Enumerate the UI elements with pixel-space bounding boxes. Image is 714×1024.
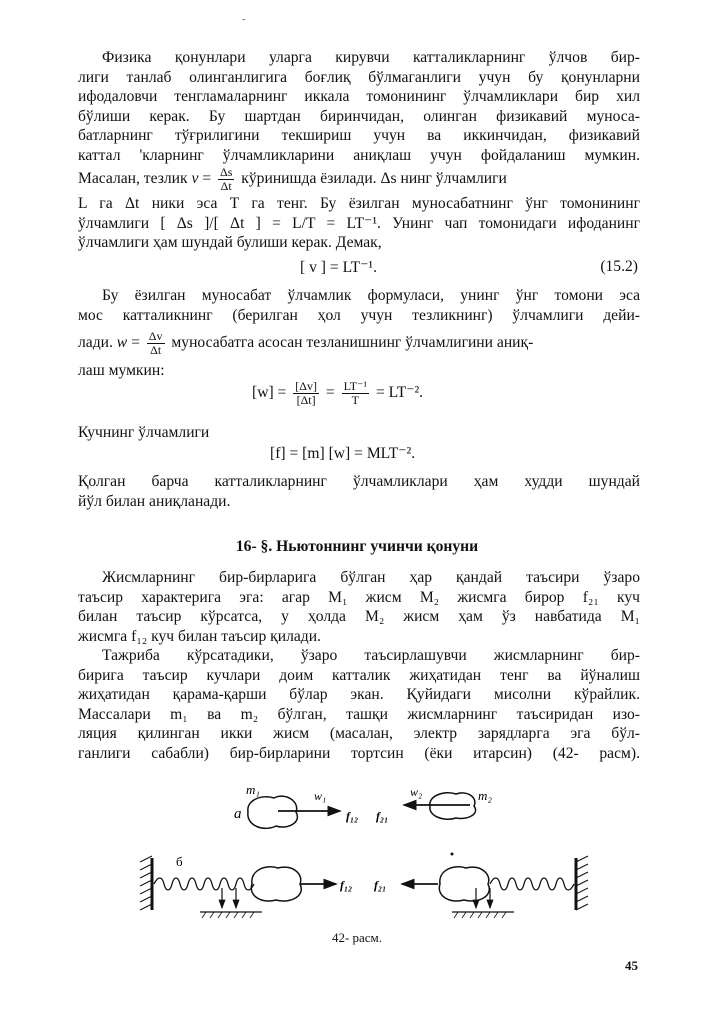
accel-text-after: муносабатга асосан тезланишнинг ўлчамлигини аниқ- [167, 334, 534, 352]
accel-text-before: лади. [78, 334, 117, 352]
text-line: ўлчамлиги [ Δs ]/[ Δt ] = L/T = LT⁻¹. Унинг чап томонидаги ифоданинг [78, 214, 640, 232]
accel-symbol: w [116, 334, 128, 352]
accel-equals: = [127, 334, 144, 352]
text-line: Қолган барча катталикларнинг ўлчамликлари ҳам худди шундай [78, 473, 640, 490]
page-number: 45 [625, 958, 638, 973]
speed-symbol: v [191, 170, 199, 188]
speed-denominator: Δt [220, 179, 232, 193]
figure-caption: 42- расм. [331, 930, 383, 945]
label-f12-a: f₁₂ [346, 809, 359, 823]
eqw-num-2: LT⁻¹ [343, 379, 368, 393]
text-line: каттал 'кларнинг ўлчамликларини аниқлаш учун фойдаланиш мумкин. [78, 146, 640, 164]
speed-text-after: кўринишда ёзилади. Δs нинг ўлчамлиги [237, 170, 507, 188]
text-line: ифодаловчи тенгламаларнинг иккала томонининг ўлчамликлари бир хил [78, 88, 640, 106]
speed-numerator: Δs [220, 165, 233, 179]
text-line: лиги танлаб олинганлигига боғлиқ бўлмаганлиги учун бу қонунларни [78, 68, 640, 86]
text-line: йўл билан аниқланади. [78, 492, 231, 510]
eqw-lhs: [w] = [252, 384, 291, 402]
accel-denominator: Δt [150, 343, 162, 357]
section-heading: 16- §. Ньютоннинг учинчи қонуни [235, 538, 479, 555]
figure-label-b: б [176, 854, 183, 869]
text-line: Бу ёзилган муносабат ўлчамлик формуласи, унинг ўнг томони эса [102, 287, 640, 304]
label-f21-a: f₂₁ [376, 809, 389, 823]
text-line: L га Δt ники эса T га тенг. Бу ёзилган муносабатнинг ўнг томонининг [78, 195, 640, 212]
text-line: бўлиши керак. Бу шартдан биринчидан, олинган физикавий муноса- [78, 107, 640, 125]
left-scale-hatch [202, 912, 254, 918]
right-scale-hatch [454, 912, 506, 918]
left-spring [154, 878, 254, 890]
text-line: мос катталикнинг (берилган ҳол учун тезликнинг) ўлчамлиги дейи- [78, 306, 640, 324]
label-f21-b: f₂₁ [374, 878, 387, 892]
force-dimension-equation: [f] = [m] [w] = MLT⁻². [270, 445, 416, 462]
equation-15-2: [ v ] = LT⁻¹. [300, 259, 377, 276]
speed-equals: = [198, 170, 216, 188]
label-m1: m₁ [246, 782, 260, 797]
eqw-den-2: T [351, 393, 359, 407]
right-wall-hatch [576, 856, 588, 910]
text-line: ганлиги сабабли) бир-бирларини тортсин (ёки итарсин) (42- расм). [78, 744, 640, 762]
accel-numerator: Δv [148, 329, 163, 343]
text-line: Физика қонунлари уларга кирувчи катталикларнинг ўлчов бир- [102, 49, 640, 66]
label-w2: w₂ [410, 785, 423, 799]
eqw-den-1: [Δt] [296, 393, 316, 407]
text-line: билан таъсир кўрсатса, у ҳолда M₂ жисм ҳам ўз навбатида M₁ [78, 608, 640, 626]
text-line: жисмга f₁₂ куч билан таъсир қилади. [78, 627, 321, 645]
body-m1-a [248, 796, 298, 828]
figure-label-a: a [234, 806, 242, 822]
left-wall-hatch [140, 856, 152, 910]
body-m1-b [251, 867, 301, 901]
text-line: таъсир характерига эга: агар M₁ жисм M₂ жисмга бирор f₂₁ куч [78, 588, 640, 606]
top-mark: - [242, 14, 246, 25]
text-line: ляция қилинган икки жисм (масалан, электр зарядларга эга бўл- [78, 725, 640, 743]
text-line: Жисмларнинг бир-бирларига бўлган ҳар қандай таъсири ўзаро [102, 569, 640, 586]
force-dimension-label: Кучнинг ўлчамлиги [78, 424, 210, 441]
eqw-num-1: [Δv] [295, 379, 317, 393]
label-m2: m₂ [478, 788, 492, 803]
ink-dot [451, 853, 454, 856]
eqw-rhs: = LT⁻². [372, 384, 424, 402]
speed-text-before: Масалан, тезлик [78, 170, 192, 188]
equation-number: (15.2) [600, 258, 638, 275]
text-line: ўлчамлиги ҳам шундай булиши керак. Демак, [78, 234, 382, 252]
label-f12-b: f₁₂ [340, 878, 353, 892]
body-m2-a [430, 793, 476, 820]
text-line: Массалари m₁ ва m₂ бўлган, ташқи жисмларнинг таъсиридан изо- [78, 705, 640, 723]
text-line: бирига таъсир кучлари доим катталик жиҳатидан тенг ва йўналиш [78, 666, 640, 684]
body-m2-b [439, 867, 489, 901]
paragraph-2-end: лаш мумкин: [78, 362, 165, 379]
text-line: батларнинг тўғрилигини текшириш учун ва иккинчидан, физикавий [78, 127, 640, 145]
text-line: Тажриба кўрсатадики, ўзаро таъсирлашувчи жисмларнинг бир- [102, 647, 640, 664]
label-w1: w₁ [314, 789, 327, 803]
right-spring [490, 878, 574, 890]
eqw-equals: = [321, 384, 339, 402]
text-line: жиҳатидан қарама-қарши бўлар экан. Қуйидаги мисолни кўрайлик. [78, 686, 640, 704]
